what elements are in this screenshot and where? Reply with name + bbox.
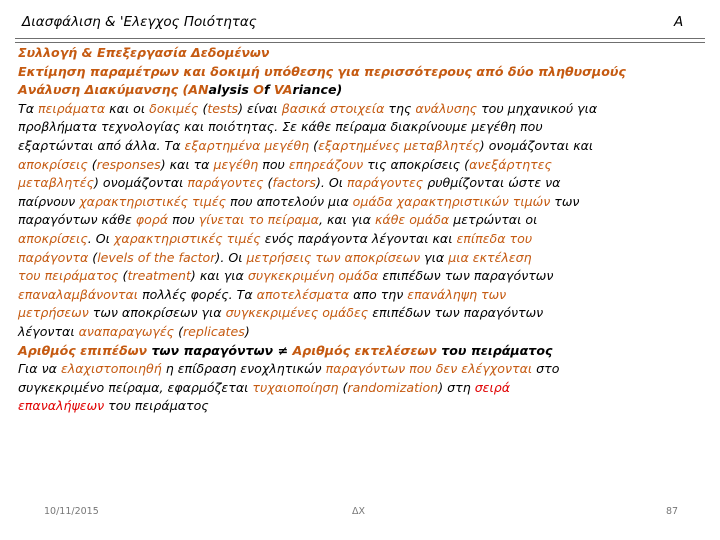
slide-body xyxy=(18,44,708,416)
highlight-run: μεταβλητές xyxy=(18,175,94,191)
text-line xyxy=(18,286,708,305)
text-run: Για να xyxy=(18,361,61,377)
text-run: παίρνουν xyxy=(18,193,80,209)
highlight-run: δοκιμές xyxy=(149,100,199,116)
highlight-run: φορά xyxy=(135,212,169,228)
text-line xyxy=(18,249,708,268)
text-line xyxy=(18,360,708,379)
highlight-run: αποκρίσεις xyxy=(18,156,88,172)
text-run: alysis xyxy=(208,82,254,98)
highlight-run: VA xyxy=(273,82,293,98)
highlight-run: επανάληψη των xyxy=(407,286,507,302)
highlight-run: αναπαραγωγές xyxy=(78,323,175,339)
text-run: των xyxy=(550,193,580,209)
text-run: του μηχανικού για xyxy=(477,100,598,116)
text-run: ( xyxy=(88,249,98,265)
highlight-run: levels of the factor xyxy=(97,249,216,265)
highlight-run: μια εκτέλεση xyxy=(448,249,532,265)
highlight-run: συγκεκριμένη ομάδα xyxy=(247,268,379,284)
highlight-run: συγκεκριμένες ομάδες xyxy=(225,305,369,321)
text-run: ( xyxy=(174,323,183,339)
highlight-run: μετρήσεων xyxy=(18,305,89,321)
text-run: ( xyxy=(309,137,319,153)
text-run: ) και για xyxy=(190,268,248,284)
highlight-run: πειράματα xyxy=(38,100,106,116)
text-run: τις αποκρίσεις ( xyxy=(363,156,470,172)
text-line xyxy=(18,304,708,323)
highlight-run: treatment xyxy=(127,268,191,284)
highlight-run: τυχαιοποίηση xyxy=(252,379,339,395)
highlight-run: ελαχιστοποιηθή xyxy=(60,361,162,377)
text-run: ) στη xyxy=(438,379,475,395)
highlight-run: επαναλαμβάνονται xyxy=(18,286,139,302)
text-run: των αποκρίσεων για xyxy=(88,305,226,321)
text-run: ). Οι xyxy=(215,249,247,265)
footer-author: ΔΧ xyxy=(352,506,366,517)
text-line xyxy=(18,267,708,286)
highlight-run: παράγοντες xyxy=(347,175,424,191)
highlight-run: O xyxy=(253,82,264,98)
header-rule-bottom xyxy=(15,42,705,43)
highlight-run: αποκρίσεις xyxy=(18,230,88,246)
highlight-run: Συλλογή & Επεξεργασία Δεδομένων xyxy=(18,45,270,60)
text-run: που αποτελούν μια xyxy=(226,193,353,209)
text-line xyxy=(18,118,708,137)
footer-page-number: 87 xyxy=(666,506,679,517)
highlight-run: replicates xyxy=(183,323,245,339)
highlight-run: Εκτίμηση παραμέτρων και δοκιμή υπόθεσης για περισσότερους από δύο πληθυσμούς xyxy=(18,63,626,79)
text-run: πολλές φορές. Τα xyxy=(138,286,257,302)
text-run: Τα xyxy=(18,100,38,116)
highlight-run: παράγοντες xyxy=(187,175,264,191)
text-run: . Οι xyxy=(87,230,114,246)
highlight-run: ανεξάρτητες xyxy=(469,156,552,172)
highlight-run: παραγόντων που δεν ελέγχονται xyxy=(325,361,533,377)
highlight-run: μετρήσεις των αποκρίσεων xyxy=(246,249,421,265)
text-run: συγκεκριμένο πείραμα, εφαρμόζεται xyxy=(18,379,253,395)
highlight-run: χαρακτηριστικές τιμές xyxy=(79,193,227,209)
text-line xyxy=(18,100,708,119)
text-run: του πειράματος xyxy=(436,342,553,358)
text-run: προβλήματα τεχνολογίας και ποιότητας. Σε κάθε πείραμα διακρίνουμε μεγέθη που xyxy=(18,119,543,135)
text-run: ( xyxy=(338,379,348,395)
text-run: εξαρτώνται από άλλα. Τα xyxy=(18,137,185,153)
text-run: ). Οι xyxy=(315,175,348,191)
highlight-run: Αριθμός εκτελέσεων xyxy=(292,342,437,358)
text-run: της xyxy=(384,100,416,116)
text-line xyxy=(18,193,708,212)
highlight-run: του πειράματος xyxy=(18,268,119,284)
text-run: , και για xyxy=(318,212,375,228)
text-line xyxy=(18,81,708,100)
text-run: ) και τα xyxy=(160,156,214,172)
text-run: απο την xyxy=(349,286,408,302)
highlight-run: παράγοντα xyxy=(18,249,89,265)
highlight-run: tests xyxy=(207,100,239,116)
highlight-run: εξαρτημένες μεταβλητές xyxy=(318,137,480,153)
text-run: ) ονομάζονται και xyxy=(479,137,594,153)
text-run: ) xyxy=(244,323,250,339)
text-line xyxy=(18,323,708,342)
text-line xyxy=(18,63,708,82)
text-run: που xyxy=(258,156,289,172)
text-run: f xyxy=(263,82,274,98)
text-line xyxy=(18,44,708,63)
highlight-run: factors xyxy=(272,175,316,191)
highlight-run: κάθε ομάδα xyxy=(374,212,450,228)
highlight-run: Αριθμός επιπέδων xyxy=(18,342,148,358)
footer-date: 10/11/2015 xyxy=(44,506,99,517)
header-rule-top xyxy=(15,38,705,39)
text-run: των παραγόντων ≠ xyxy=(147,342,293,358)
text-run: ρυθμίζονται ώστε να xyxy=(423,175,561,191)
highlight-run: ανάλυσης xyxy=(415,100,478,116)
text-run: ( xyxy=(198,100,208,116)
text-run: μετρώνται οι xyxy=(449,212,538,228)
text-run: ) είναι xyxy=(238,100,282,116)
highlight-run: responses xyxy=(96,156,161,172)
text-run: και οι xyxy=(105,100,150,116)
slide-title: Διασφάλιση & 'Ελεγχος Ποιότητας xyxy=(22,14,257,30)
text-line xyxy=(18,379,708,398)
highlight-run: επίπεδα του xyxy=(456,230,533,246)
text-run: riance) xyxy=(292,82,343,98)
text-run: στο xyxy=(532,361,560,377)
text-line xyxy=(18,342,708,361)
highlight-run: επαναλήψεων xyxy=(18,398,105,414)
text-line xyxy=(18,174,708,193)
highlight-run: ομάδα χαρακτηριστικών τιμών xyxy=(352,193,551,209)
text-run: ( xyxy=(263,175,273,191)
text-run: που xyxy=(168,212,199,228)
text-line xyxy=(18,230,708,249)
highlight-run: μεγέθη xyxy=(213,156,259,172)
text-run: του πειράματος xyxy=(104,398,209,414)
text-line xyxy=(18,137,708,156)
highlight-run: αποτελέσματα xyxy=(256,286,350,302)
text-line xyxy=(18,211,708,230)
highlight-run: Ανάλυση Διακύμανσης (AN xyxy=(18,82,209,98)
text-run: ( xyxy=(118,268,128,284)
text-run: η επίδραση ενοχλητικών xyxy=(161,361,326,377)
text-run: ενός παράγοντα λέγονται και xyxy=(260,230,457,246)
text-line xyxy=(18,397,708,416)
highlight-run: randomization xyxy=(347,379,439,395)
highlight-run: χαρακτηριστικές τιμές xyxy=(113,230,261,246)
highlight-run: επηρεάζουν xyxy=(288,156,364,172)
text-run: ) ονομάζονται xyxy=(93,175,188,191)
text-line xyxy=(18,156,708,175)
highlight-run: σειρά xyxy=(474,379,511,395)
text-run: λέγονται xyxy=(18,323,79,339)
highlight-run: βασικά στοιχεία xyxy=(281,100,385,116)
text-run: για xyxy=(420,249,449,265)
slide-letter: A xyxy=(674,14,684,30)
text-run: παραγόντων κάθε xyxy=(18,212,136,228)
highlight-run: εξαρτημένα μεγέθη xyxy=(184,137,310,153)
text-run: ( xyxy=(87,156,97,172)
text-run: επιπέδων των παραγόντων xyxy=(378,268,554,284)
highlight-run: γίνεται το πείραμα xyxy=(198,212,319,228)
text-run: επιπέδων των παραγόντων xyxy=(368,305,544,321)
